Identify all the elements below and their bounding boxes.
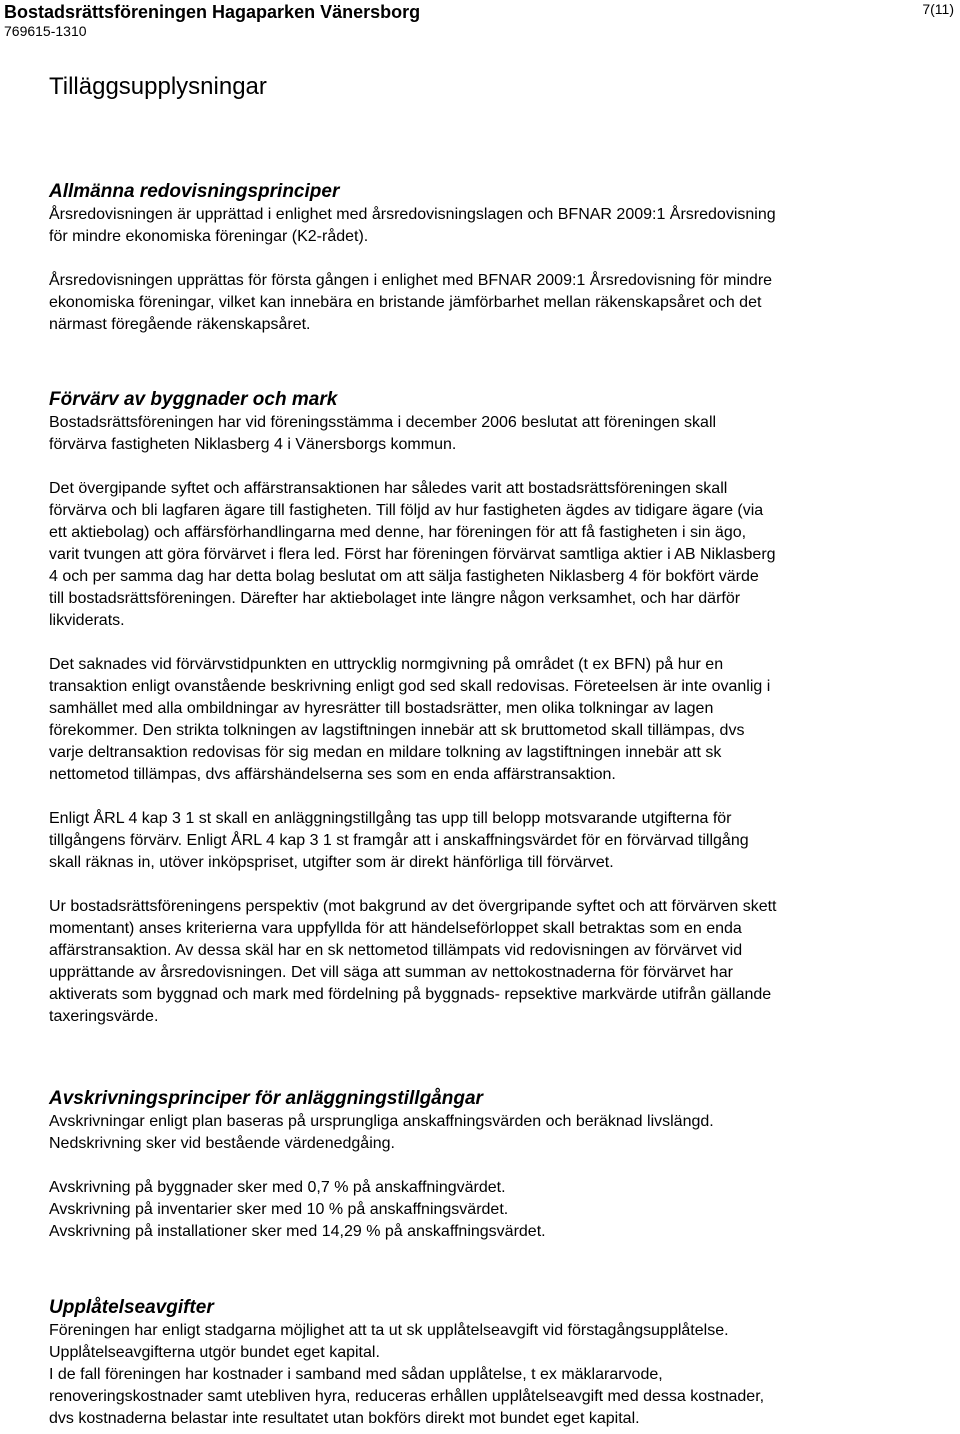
- paragraph: [49, 204, 960, 248]
- text-line: nettometod tillämpas, dvs affärshändelserna ses som en enda affärstransaktion.: [49, 766, 616, 783]
- text-line: Det saknades vid förvärvstidpunkten en uttrycklig normgivning på området (t ex BFN) på hur en: [49, 656, 724, 673]
- paragraph: [49, 1111, 960, 1155]
- paragraph: [49, 1320, 960, 1430]
- text-line: transaktion enligt ovanstående beskrivning enligt god sed skall redovisas. Företeelsen är inte ovanlig i: [49, 678, 771, 695]
- paragraph: [49, 896, 960, 1028]
- section-depreciation-principles: [49, 1087, 960, 1243]
- text-line: Årsredovisningen är upprättad i enlighet med årsredovisningslagen och BFNAR 2009:1 Årsredovisning: [49, 206, 776, 223]
- paragraph: [49, 808, 960, 874]
- text-line: dvs kostnaderna belastar inte resultatet utan bokförs direkt mot bundet eget kapital.: [49, 1410, 640, 1427]
- text-line: för mindre ekonomiska föreningar (K2-rådet).: [49, 228, 369, 245]
- text-line: Ur bostadsrättsföreningens perspektiv (mot bakgrund av det övergripande syftet och att förvärven skett: [49, 898, 777, 915]
- text-line: Nedskrivning sker vid bestående värdenedgåing.: [49, 1135, 395, 1152]
- section-heading: Förvärv av byggnader och mark: [49, 389, 338, 410]
- text-line: aktiverats som byggnad och mark med fördelning på byggnads- repsektive markvärde utifrån gällande: [49, 986, 772, 1003]
- section-heading: Upplåtelseavgifter: [49, 1297, 214, 1318]
- text-line: skall räknas in, utöver inköpspriset, utgifter som är direkt hänförliga till förvärvet.: [49, 854, 614, 871]
- text-line: momentant) anses kriterierna vara uppfyllda för att händelseförloppet skall betraktas som en enda: [49, 920, 742, 937]
- text-line: I de fall föreningen har kostnader i samband med sådan upplåtelse, t ex mäklararvode,: [49, 1366, 663, 1383]
- text-line: likviderats.: [49, 612, 125, 629]
- text-line: affärstransaktion. Av dessa skäl har en sk nettometod tillämpats vid redovisningen av förvärvet vid: [49, 942, 743, 959]
- text-line: Avskrivning på byggnader sker med 0,7 % på anskaffningvärdet.: [49, 1179, 506, 1196]
- paragraph: [49, 412, 960, 456]
- text-line: förekommer. Den strikta tolkningen av lagstiftningen innebär att sk bruttometod skall tillämpas, dvs: [49, 722, 745, 739]
- section-accounting-principles: [49, 180, 960, 336]
- section-heading: Avskrivningsprinciper för anläggningstillgångar: [49, 1088, 483, 1109]
- paragraph: [49, 1177, 960, 1243]
- paragraph: [49, 270, 960, 336]
- header-page-number: 7(11): [922, 1, 954, 17]
- text-line: tillgångens förvärv. Enligt ÅRL 4 kap 3 1 st framgår att i anskaffningsvärdet för en förvärvad tillgång: [49, 832, 749, 849]
- text-line: varit tvungen att göra förvärvet i flera led. Först har föreningen förvärvat samtliga aktier i AB Niklasberg: [49, 546, 776, 563]
- header-org-number: 769615-1310: [4, 23, 87, 39]
- section-acquisition: [49, 388, 960, 1028]
- text-line: Avskrivning på installationer sker med 14,29 % på anskaffningsvärdet.: [49, 1223, 546, 1240]
- text-line: förvärva fastigheten Niklasberg 4 i Vänersborgs kommun.: [49, 436, 457, 453]
- text-line: 4 och per samma dag har detta bolag beslutat om att sälja fastigheten Niklasberg 4 för bokfört värde: [49, 568, 759, 585]
- paragraph: [49, 478, 960, 632]
- text-line: taxeringsvärde.: [49, 1008, 159, 1025]
- text-line: Upplåtelseavgifterna utgör bundet eget kapital.: [49, 1344, 380, 1361]
- text-line: ekonomiska föreningar, vilket kan innebära en bristande jämförbarhet mellan räkenskapsåret och det: [49, 294, 762, 311]
- section-heading: Allmänna redovisningsprinciper: [49, 181, 340, 202]
- text-line: Bostadsrättsföreningen har vid föreningsstämma i december 2006 beslutat att föreningen skall: [49, 414, 717, 431]
- text-line: förvärva och bli lagfaren ägare till fastigheten. Till följd av hur fastigheten ägdes av tidigare ägare (via: [49, 502, 764, 519]
- text-line: Avskrivning på inventarier sker med 10 % på anskaffningsvärdet.: [49, 1201, 509, 1218]
- page-title: Tilläggsupplysningar: [49, 73, 267, 100]
- text-line: samhället med alla ombildningar av hyresrätter till bostadsrätter, men olika tolkningar av lagen: [49, 700, 714, 717]
- text-line: upprättande av årsredovisningen. Det vill säga att summan av nettokostnaderna för förvärvet har: [49, 964, 733, 981]
- paragraph: [49, 654, 960, 786]
- text-line: Föreningen har enligt stadgarna möjlighet att ta ut sk upplåtelseavgift vid förstagångsupplåtelse.: [49, 1322, 729, 1339]
- text-line: Enligt ÅRL 4 kap 3 1 st skall en anläggningstillgång tas upp till belopp motsvarande utgifterna för: [49, 810, 732, 827]
- text-line: ett aktiebolag) och affärsförhandlingarna med denne, har föreningen för att få fastigheten i sin ägo,: [49, 524, 747, 541]
- text-line: Det övergipande syftet och affärstransaktionen har således varit att bostadsrättsföreningen skall: [49, 480, 728, 497]
- text-line: Årsredovisningen upprättas för första gången i enlighet med BFNAR 2009:1 Årsredovisning för mindre: [49, 272, 773, 289]
- text-line: Avskrivningar enligt plan baseras på ursprungliga anskaffningsvärden och beräknad livslängd.: [49, 1113, 714, 1130]
- text-line: till bostadsrättsföreningen. Därefter har aktiebolaget inte längre någon verksamhet, och har därför: [49, 590, 741, 607]
- text-line: närmast föregående räkenskapsåret.: [49, 316, 311, 333]
- section-assignment-fees: [49, 1296, 960, 1430]
- header-organization-name: Bostadsrättsföreningen Hagaparken Vänersborg: [4, 2, 421, 22]
- text-line: renoveringskostnader samt utebliven hyra, reduceras erhållen upplåtelseavgift med dessa kostnader,: [49, 1388, 765, 1405]
- text-line: varje deltransaktion redovisas för sig medan en mildare tolkning av lagstiftningen innebär att sk: [49, 744, 722, 761]
